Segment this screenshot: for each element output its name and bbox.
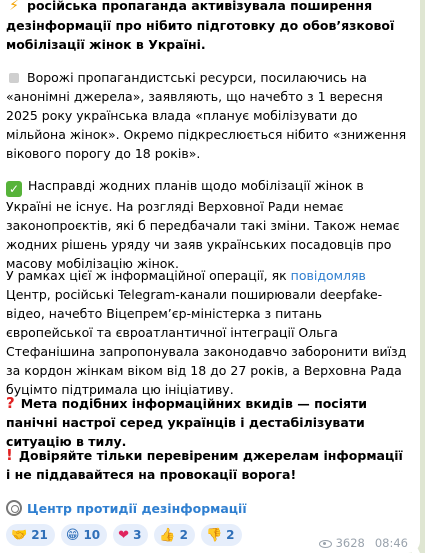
reaction-count: 2 (226, 527, 235, 542)
goal-text: Мета подібних інформаційних вкидів — посіяти панічні настрої серед українців і дестабілізувати ситуацію в тилу. (6, 396, 368, 449)
deepfake-text-after: Центр, російські Telegram-канали поширювали deepfake-відео, начебто Віцепрем’єр-міністерка з питань європейської та євроатлантичної інтеграції Ольга Стефанішина запропонувала законодавчо заборонити виїзд за кордон жінкам віком від 18 до 27 років, а Верховна Рада буцімто підтримала цю ініціативу. (6, 287, 407, 397)
claims-text: Ворожі пропагандистські ресурси, посилаючись на «анонімні джерела», заявляють, що начебто з 1 вересня 2025 року українська влада «планує мобілізувати до мільйона жінок». Окремо підкреслюється нібито «зниження вікового порогу до 18 років». (6, 70, 407, 161)
intro-text: російська пропаганда активізувала поширення дезінформації про нібито підготовку до обов’язкової мобілізації жінок в Україні. (6, 0, 395, 52)
channel-logo-icon (6, 500, 22, 516)
reactions-bar (6, 524, 242, 546)
reaction-thumbs-up[interactable] (154, 524, 195, 546)
reaction-count: 10 (83, 527, 101, 542)
paragraph-intro (6, 0, 406, 54)
reaction-grin[interactable] (61, 524, 107, 546)
reaction-count: 2 (179, 527, 188, 542)
reaction-count: 21 (31, 527, 48, 542)
message-time: 08:46 (374, 536, 408, 550)
paragraph-facts (6, 176, 411, 273)
square-icon (9, 73, 19, 83)
channel-name: Центр протидії дезінформації (27, 500, 247, 516)
reaction-count: 3 (133, 527, 142, 542)
thumbs-up-icon: 👍 (159, 527, 176, 543)
paragraph-goal (6, 394, 411, 451)
channel-link[interactable] (6, 498, 247, 518)
bubble-tail (412, 537, 420, 553)
reaction-thumbs-down[interactable] (201, 524, 242, 546)
eye-icon (319, 540, 332, 548)
thumbs-down-icon: 👎 (205, 527, 223, 543)
exclamation-mark-icon: ! (6, 446, 13, 464)
grin-icon: 😁 (65, 527, 80, 543)
deepfake-text-before: У рамках цієї ж інформаційної операції, як (6, 268, 291, 283)
advice-text: Довіряйте тільки перевіреним джерелам інформації і не піддавайтеся на провокації ворога! (6, 448, 403, 482)
reported-link[interactable]: повідомляв (290, 268, 366, 283)
check-icon: ✓ (6, 181, 22, 197)
reaction-heart[interactable] (113, 524, 148, 546)
lightning-icon: ⚡ (9, 0, 19, 14)
facts-text: Насправді жодних планів щодо мобілізації жінок в Україні не існує. На розгляді Верховної Ради немає законопроєктів, які б передбачали такі зміни. Також немає жодних рішень уряду чи заяв українських посадовців про масову мобілізацію жінок. (6, 178, 400, 271)
question-mark-icon: ? (6, 394, 15, 412)
heart-icon: ❤ (118, 527, 130, 543)
reaction-handshake[interactable] (6, 524, 55, 546)
paragraph-claims (6, 68, 411, 163)
message-meta (319, 534, 408, 553)
paragraph-deepfake (6, 266, 411, 399)
handshake-icon: 🤝 (11, 527, 28, 543)
view-count: 3628 (335, 536, 365, 550)
paragraph-advice (6, 446, 411, 484)
